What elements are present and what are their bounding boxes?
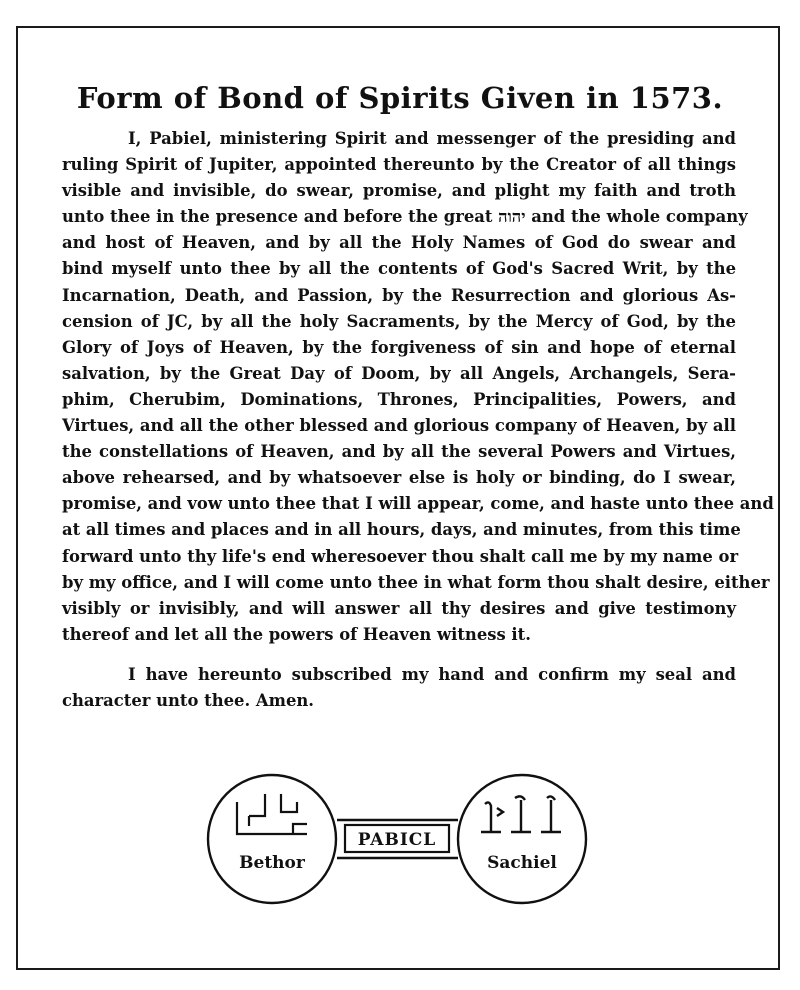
text-line: salvation, by the Great Day of Doom, by all Angels, Archangels, Sera- — [62, 363, 736, 383]
bond-text — [62, 126, 774, 714]
text-line: I, Pabiel, ministering Spirit and messenger of the presiding and — [128, 129, 736, 148]
text-line: unto thee in the presence and before the great יהוה and the whole company — [62, 207, 748, 227]
seal-diagram — [205, 768, 590, 916]
right-seal-label: Sachiel — [487, 853, 557, 873]
text-line: visible and invisible, do swear, promise, and plight my faith and troth — [62, 181, 736, 201]
paragraph-oath — [62, 126, 774, 648]
text-line: the constellations of Heaven, and by all the several Powers and Virtues, — [62, 442, 736, 462]
text-line: Virtues, and all the other blessed and glorious company of Heaven, by all — [62, 416, 736, 436]
text-line: thereof and let all the powers of Heaven witness it. — [62, 624, 531, 644]
page-title: Form of Bond of Spirits Given in 1573. — [76, 81, 724, 115]
text-line: Glory of Joys of Heaven, by the forgiveness of sin and hope of eternal — [62, 337, 736, 357]
right-seal-circle — [458, 775, 586, 903]
paragraph-subscription — [62, 662, 736, 714]
text-line: at all times and places and in all hours, days, and minutes, from this time — [62, 520, 741, 540]
text-line: and host of Heaven, and by all the Holy Names of God do swear and — [62, 233, 736, 253]
text-line: promise, and vow unto thee that I will appear, come, and haste unto thee and — [62, 494, 774, 514]
text-line: visibly or invisibly, and will answer all thy desires and give testimony — [62, 598, 736, 618]
text-line: by my office, and I will come unto thee in what form thou shalt desire, either — [62, 572, 770, 592]
text-line: ruling Spirit of Jupiter, appointed thereunto by the Creator of all things — [62, 155, 736, 175]
text-line: I have hereunto subscribed my hand and confirm my seal and — [128, 664, 736, 684]
text-line: Incarnation, Death, and Passion, by the Resurrection and glorious As- — [62, 285, 736, 305]
text-line: bind myself unto thee by all the contents of God's Sacred Writ, by the — [62, 259, 736, 279]
text-line: character unto thee. Amen. — [62, 690, 315, 710]
left-seal-label: Bethor — [239, 853, 305, 873]
text-line: forward unto thy life's end wheresoever thou shalt call me by my name or — [62, 546, 739, 566]
seal-drawing — [205, 768, 590, 916]
text-line: phim, Cherubim, Dominations, Thrones, Principalities, Powers, and — [62, 389, 736, 409]
text-line: cension of JC, by all the holy Sacraments, by the Mercy of God, by the — [62, 311, 736, 331]
text-line: above rehearsed, and by whatsoever else is holy or binding, do I swear, — [62, 468, 736, 488]
center-seal-label: PABICL — [357, 830, 437, 850]
left-seal-circle — [208, 775, 336, 903]
